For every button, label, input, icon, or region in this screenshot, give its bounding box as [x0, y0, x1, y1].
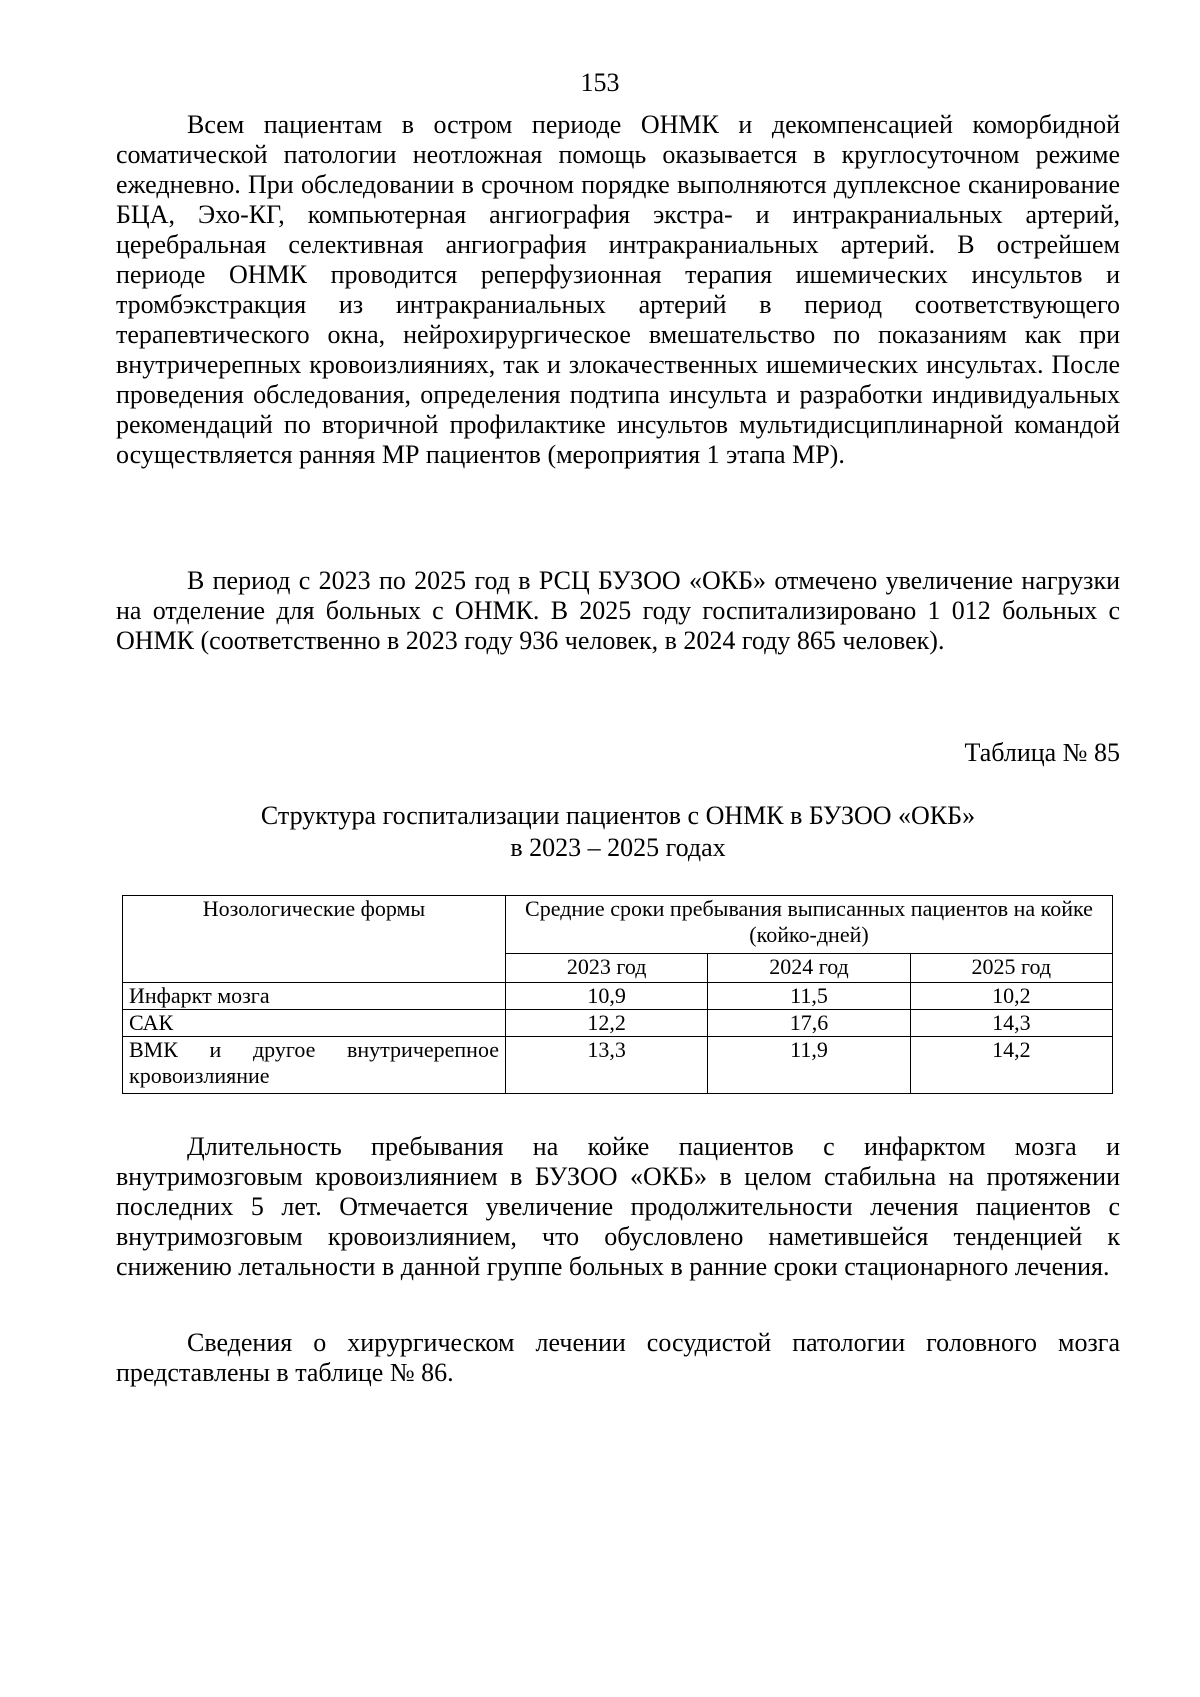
table-title-line-2: в 2023 – 2025 годах	[510, 833, 726, 862]
row-name-cerebral-infarction: Инфаркт мозга	[123, 983, 506, 1010]
cell-value: 10,2	[910, 983, 1112, 1010]
table-number: Таблица № 85	[964, 738, 1120, 767]
table-title-line-1: Структура госпитализации пациентов с ОНМК в БУЗОО «ОКБ»	[260, 801, 976, 830]
table-header-row	[123, 896, 1113, 954]
table-row	[123, 1037, 1113, 1094]
header-nosology: Нозологические формы	[123, 896, 506, 983]
table-row	[123, 983, 1113, 1010]
cell-value: 12,2	[506, 1010, 708, 1037]
header-year-2025: 2025 год	[910, 953, 1112, 982]
hospitalization-table	[122, 895, 1113, 1094]
header-average-stay: Средние сроки пребывания выписанных пациентов на койке (койко-дней)	[506, 896, 1113, 954]
cell-value: 11,5	[708, 983, 910, 1010]
cell-value: 14,3	[910, 1010, 1112, 1037]
cell-value: 10,9	[506, 983, 708, 1010]
paragraph-hospital-load: В период с 2023 по 2025 год в РСЦ БУЗОО «ОКБ» отмечено увеличение нагрузки на отделение для больных с ОНМК. В 2025 году госпитализировано 1 012 больных с ОНМК (соответственно в 2023 году 936 человек, в 2024 году 865 человек).	[116, 566, 1120, 655]
cell-value: 11,9	[708, 1037, 910, 1094]
paragraph-emergency-care: Всем пациентам в остром периоде ОНМК и декомпенсацией коморбидной соматической патологии неотложная помощь оказывается в круглосуточном режиме ежедневно. При обследовании в срочном порядке выполняются дуплексное сканирование БЦА, Эхо-КГ, компьютерная ангиография экстра- и интракраниальных артерий, церебральная селективная ангиография интракраниальных артерий. В острейшем периоде ОНМК проводится реперфузионная терапия ишемических инсультов и тромбэкстракция из интракраниальных артерий в период соответствующего терапевтического окна, нейрохирургическое вмешательство по показаниям как при внутричерепных кровоизлияниях, так и злокачественных ишемических инсультах. После проведения обследования, определения подтипа инсульта и разработки индивидуальных рекомендаций по вторичной профилактике инсультов мультидисциплинарной командой осуществляется ранняя МР пациентов (мероприятия 1 этапа МР).	[116, 110, 1120, 469]
row-name-sah: САК	[123, 1010, 506, 1037]
paragraph-length-of-stay: Длительность пребывания на койке пациентов с инфарктом мозга и внутримозговым кровоизлиянием в БУЗОО «ОКБ» в целом стабильна на протяжении последних 5 лет. Отмечается увеличение продолжительности лечения пациентов с внутримозговым кровоизлиянием, что обусловлено наметившейся тенденцией к снижению летальности в данной группе больных в ранние сроки стационарного лечения.	[116, 1132, 1120, 1281]
cell-value: 17,6	[708, 1010, 910, 1037]
row-name-ich: ВМК и другое внутричерепное кровоизлияние	[123, 1037, 506, 1094]
cell-value: 14,2	[910, 1037, 1112, 1094]
header-year-2023: 2023 год	[506, 953, 708, 982]
paragraph-surgical-reference: Сведения о хирургическом лечении сосудистой патологии головного мозга представлены в таблице № 86.	[116, 1328, 1120, 1387]
table-title	[116, 800, 1120, 864]
cell-value: 13,3	[506, 1037, 708, 1094]
page-number: 153	[580, 68, 620, 97]
header-year-2024: 2024 год	[708, 953, 910, 982]
table-row	[123, 1010, 1113, 1037]
